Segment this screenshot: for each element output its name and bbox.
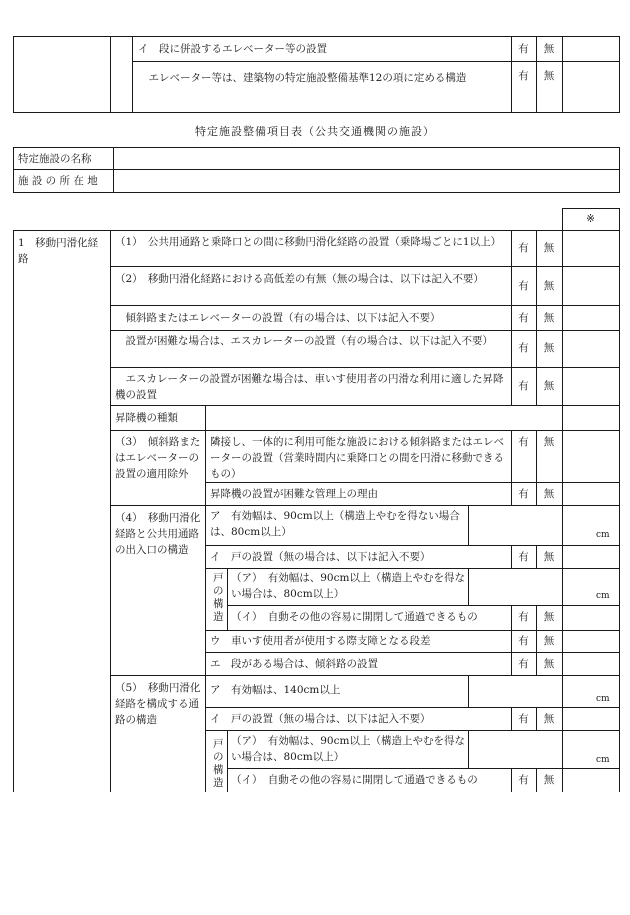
item2-text: （2） 移動円滑化経路における高低差の有無（無の場合は、以下は記入不要） [115,273,484,285]
door-label: 戸の構造 [213,738,224,789]
top-row1-text: イ 段に併設するエレベーター等の設置 [138,43,327,55]
item3-label: （3） 傾斜路またはエレベーターの設置の適用除外 [115,436,201,480]
no-label: 無 [543,658,555,670]
no-label: 無 [543,551,555,563]
no-label: 無 [543,436,555,448]
no-label: 無 [543,312,555,324]
yes-label: 有 [518,43,529,55]
no-label: 無 [543,380,555,392]
yes-label: 有 [518,312,529,324]
facility-location-label: 施 設 の 所 在 地 [18,175,98,187]
item4-door1-text: （ア） 有効幅は、90cm以上（構造上やむを得ない場合は、80cm以上） [231,572,465,600]
no-label: 無 [543,488,555,500]
yes-label: 有 [518,713,529,725]
yes-label: 有 [518,611,529,623]
item5-label: （5） 移動円滑化経路を構成する通路の構造 [115,682,201,726]
item4-i-text: イ 戸の設置（無の場合は、以下は記入不要） [210,551,431,563]
lift-type-label: 昇降機の種類 [115,412,178,424]
unit-label: cm [596,694,610,704]
no-label: 無 [543,242,555,254]
lift-text: エスカレーターの設置が困難な場合は、車いす使用者の円滑な利用に適した昇降機の設置 [115,373,504,401]
yes-label: 有 [518,380,529,392]
item3-b-text: 昇降機の設置が困難な管理上の理由 [210,488,378,500]
top-row2-text: エレベーター等は、建築物の特定施設整備基準12の項に定める構造 [138,72,467,84]
escalator-text: 設置が困難な場合は、エスカレーターの設置（有の場合は、以下は記入不要） [115,335,493,347]
no-label: 無 [543,635,555,647]
mark-header: ※ [586,213,595,225]
item4-u-text: ウ 車いす使用者が使用する際支障となる段差 [210,635,431,647]
item4-door2-text: （イ） 自動その他の容易に開閉して通過できるもの [231,611,478,623]
yes-label: 有 [518,635,529,647]
yes-label: 有 [518,488,529,500]
no-label: 無 [543,43,555,55]
page-title: 特定施設整備項目表（公共交通機関の施設） [195,125,435,138]
unit-label: cm [596,530,610,540]
item4-e-text: エ 段がある場合は、傾斜路の設置 [210,658,378,670]
unit-label: cm [596,755,610,765]
yes-label: 有 [518,551,529,563]
facility-name-label: 特定施設の名称 [18,153,92,165]
no-label: 無 [543,70,555,82]
unit-label: cm [596,591,610,601]
no-label: 無 [543,774,555,786]
yes-label: 有 [518,342,529,354]
slope-elevator-text: 傾斜路またはエレベーターの設置（有の場合は、以下は記入不要） [115,312,441,324]
item5-door1-text: （ア） 有効幅は、90cm以上（構造上やむを得ない場合は、80cm以上） [231,735,465,763]
item4-label: （4） 移動円滑化経路と公共用通路の出入口の構造 [115,512,201,556]
no-label: 無 [543,713,555,725]
item3-a-text: 隣接し、一体的に利用可能な施設における傾斜路またはエレベーターの設置（営業時間内に乗降口との間を円滑に移動できるもの） [210,436,504,480]
item5-a-text: ア 有効幅は、140cm以上 [210,684,341,696]
item5-i-text: イ 戸の設置（無の場合は、以下は記入不要） [210,713,431,725]
item5-door2-text: （イ） 自動その他の容易に開閉して通過できるもの [231,774,478,786]
yes-label: 有 [518,436,529,448]
item4-a-text: ア 有効幅は、90cm以上（構造上やむを得ない場合は、80cm以上） [210,510,460,538]
door-label: 戸の構造 [213,572,224,623]
yes-label: 有 [518,774,529,786]
yes-label: 有 [518,242,529,254]
yes-label: 有 [518,70,529,82]
category-label: 1 移動円滑化経路 [18,237,99,265]
no-label: 無 [543,280,555,292]
item1-text: （1） 公共用通路と乗降口との間に移動円滑化経路の設置（乗降場ごとに1以上） [115,236,502,248]
yes-label: 有 [518,658,529,670]
yes-label: 有 [518,280,529,292]
no-label: 無 [543,611,555,623]
no-label: 無 [543,342,555,354]
